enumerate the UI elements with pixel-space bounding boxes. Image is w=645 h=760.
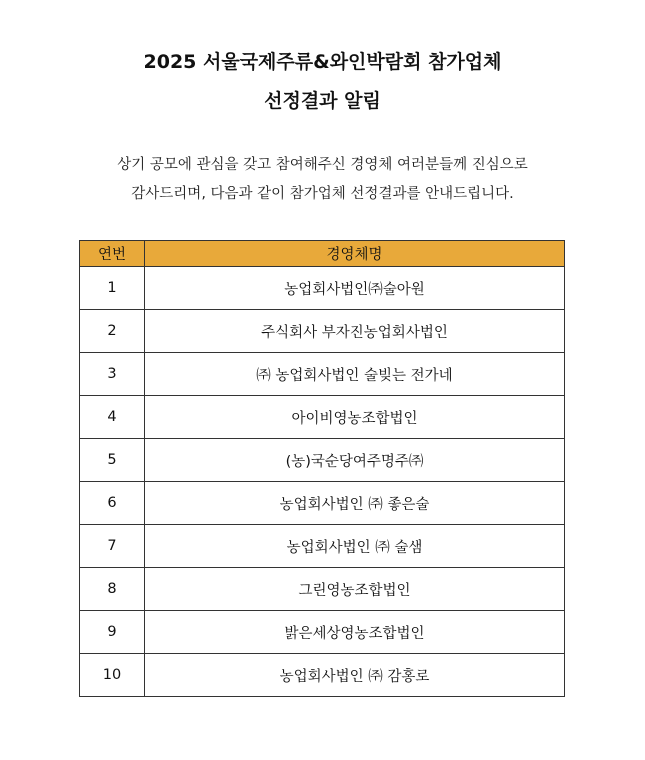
row-number: 1 [80, 267, 145, 310]
table-row [80, 353, 565, 396]
document-title-line-2: 선정결과 알림 [264, 90, 381, 112]
company-name: (농)국순당여주명주㈜ [145, 439, 565, 482]
row-number: 9 [80, 611, 145, 654]
table-row [80, 396, 565, 439]
selected-companies-table [79, 240, 565, 697]
row-number: 4 [80, 396, 145, 439]
company-name: 농업회사법인㈜술아원 [145, 267, 565, 310]
row-number: 8 [80, 568, 145, 611]
row-number: 3 [80, 353, 145, 396]
company-name: ㈜ 농업회사법인 술빚는 전가네 [145, 353, 565, 396]
company-name: 농업회사법인 ㈜ 좋은술 [145, 482, 565, 525]
table-row [80, 654, 565, 697]
company-name: 주식회사 부자진농업회사법인 [145, 310, 565, 353]
table-row [80, 439, 565, 482]
company-name: 아이비영농조합법인 [145, 396, 565, 439]
table-row [80, 525, 565, 568]
row-number: 10 [80, 654, 145, 697]
intro-text-line-2: 감사드리며, 다음과 같이 참가업체 선정결과를 안내드립니다. [131, 186, 514, 202]
table-row [80, 568, 565, 611]
header-company-name: 경영체명 [145, 241, 565, 267]
row-number: 6 [80, 482, 145, 525]
header-serial-number: 연번 [80, 241, 145, 267]
intro-text-line-1: 상기 공모에 관심을 갖고 참여해주신 경영체 여러분들께 진심으로 [117, 157, 528, 173]
company-name: 밝은세상영농조합법인 [145, 611, 565, 654]
table-row [80, 310, 565, 353]
table-row [80, 267, 565, 310]
table-header-row [80, 241, 565, 267]
company-name: 농업회사법인 ㈜ 감홍로 [145, 654, 565, 697]
table-row [80, 482, 565, 525]
company-name: 농업회사법인 ㈜ 술샘 [145, 525, 565, 568]
company-name: 그린영농조합법인 [145, 568, 565, 611]
table-row [80, 611, 565, 654]
row-number: 7 [80, 525, 145, 568]
document-title-line-1: 2025 서울국제주류&와인박람회 참가업체 [143, 51, 502, 73]
row-number: 5 [80, 439, 145, 482]
row-number: 2 [80, 310, 145, 353]
